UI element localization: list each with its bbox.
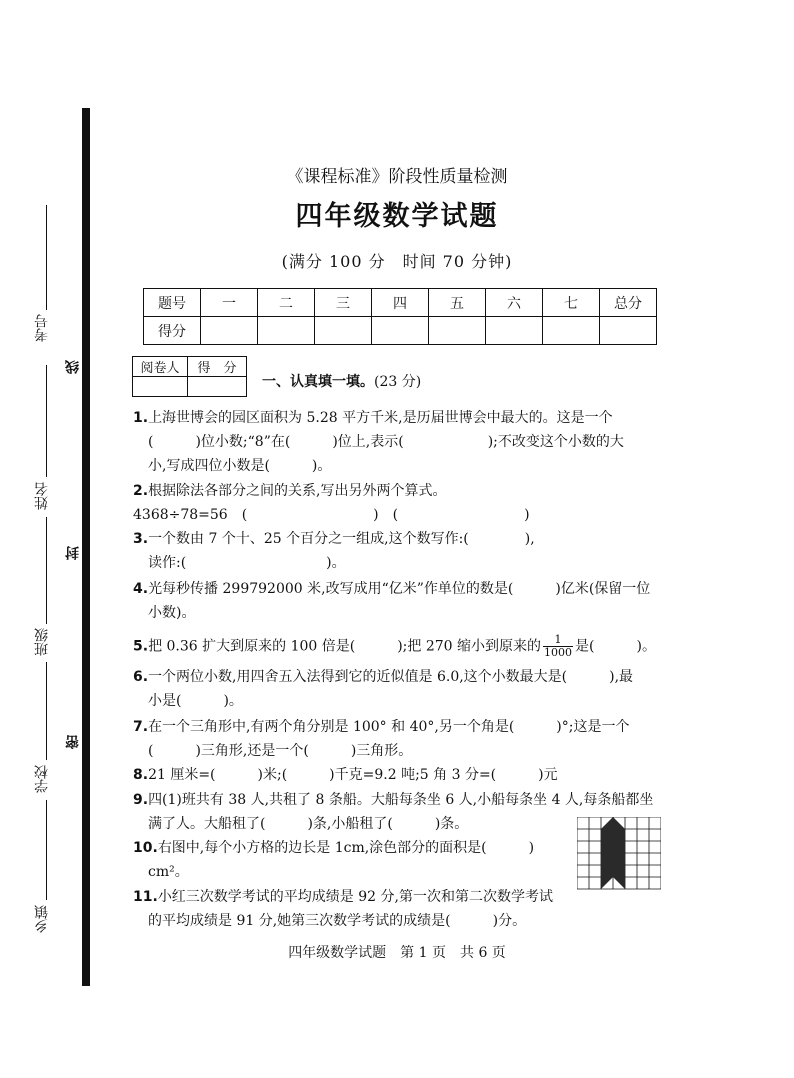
- question-text: 21 厘米=( )米;( )千克=9.2 吨;5 角 3 分=( )元: [148, 767, 558, 783]
- section-heading: [262, 371, 421, 391]
- score-table-score-row: [144, 317, 657, 345]
- question-text: 把 0.36 扩大到原来的 100 倍是( );把 270 缩小到原来的: [148, 638, 542, 655]
- class-label: 班级: [34, 628, 50, 656]
- question-text: 光每秒传播 299792000 米,改写成用“亿米”作单位的数是( )亿米(保留一位: [148, 581, 651, 597]
- question-text: 小,写成四位小数是( )。: [148, 458, 332, 474]
- score-header-cell: 六: [486, 289, 543, 317]
- score-header-cell: 总分: [600, 289, 657, 317]
- grader-label: 阅卷人: [133, 357, 188, 377]
- question-5: [133, 634, 656, 659]
- school-line: [46, 662, 47, 760]
- question-number: 8.: [133, 767, 149, 783]
- question-3: [133, 529, 535, 549]
- score-header-cell: 一: [201, 289, 258, 317]
- score-cell[interactable]: [486, 317, 543, 345]
- question-number: 9.: [133, 792, 149, 808]
- question-text: 一个数由 7 个十、25 个百分之一组成,这个数写作:( ),: [148, 531, 535, 547]
- question-7: [133, 717, 630, 737]
- name-line: [46, 365, 47, 477]
- section-title: 一、认真填一填。: [262, 374, 374, 390]
- question-text: 在一个三角形中,有两个角分别是 100° 和 40°,另一个角是( )°;这是一个: [148, 719, 630, 735]
- section-points: (23 分): [374, 374, 422, 390]
- score-cell[interactable]: [429, 317, 486, 345]
- binding-mark-seal: 封: [65, 546, 81, 560]
- question-9: [133, 790, 653, 810]
- question-number: 3.: [133, 531, 149, 547]
- question-text: 满了人。大船租了( )条,小船租了( )条。: [148, 816, 469, 832]
- question-text: 4368÷78=56 ( ) ( ): [133, 507, 530, 523]
- question-text: 小是( )。: [148, 693, 243, 709]
- question-number: 1.: [133, 410, 149, 426]
- township-label: 乡镇: [34, 905, 50, 933]
- score-header-cell: 二: [258, 289, 315, 317]
- score-cell[interactable]: [600, 317, 657, 345]
- score-cell[interactable]: [543, 317, 600, 345]
- grader-cell[interactable]: [133, 377, 188, 397]
- question-number: 11.: [133, 889, 158, 905]
- score-cell[interactable]: [201, 317, 258, 345]
- question-number: 4.: [133, 581, 149, 597]
- township-line: [46, 800, 47, 900]
- question-text: 右图中,每个小方格的边长是 1cm,涂色部分的面积是( ): [157, 840, 535, 856]
- page-footer: 四年级数学试题 第 1 页 共 6 页: [288, 945, 506, 961]
- question-10: [133, 838, 534, 858]
- question-2: [133, 481, 447, 501]
- question-number: 7.: [133, 719, 149, 735]
- score-cell[interactable]: [372, 317, 429, 345]
- question-text: 四(1)班共有 38 人,共租了 8 条船。大船每条坐 6 人,小船每条坐 4 人,每条船都坐: [148, 792, 654, 808]
- grader-table: [132, 356, 247, 397]
- question-text: 的平均成绩是 91 分,她第三次数学考试的成绩是( )分。: [148, 913, 527, 929]
- question-8: [133, 765, 558, 785]
- question-text: 小红三次数学考试的平均成绩是 92 分,第一次和第二次数学考试: [157, 889, 553, 905]
- score-table: [143, 288, 657, 345]
- score-cell[interactable]: [315, 317, 372, 345]
- score-header-cell: 题号: [144, 289, 201, 317]
- grader-score-label: 得 分: [188, 357, 247, 377]
- question-text: 是( )。: [575, 638, 656, 655]
- score-header-cell: 五: [429, 289, 486, 317]
- shaded-shape-grid-figure: [577, 817, 661, 891]
- question-4: [133, 579, 650, 599]
- question-number: 6.: [133, 669, 149, 685]
- question-text: 上海世博会的园区面积为 5.28 平方千米,是历届世博会中最大的。这是一个: [148, 410, 613, 426]
- name-label: 姓名: [34, 482, 50, 510]
- score-header-cell: 七: [543, 289, 600, 317]
- question-text: ( )位小数;“8”在( )位上,表示( );不改变这个小数的大: [148, 434, 624, 450]
- question-11: [133, 887, 553, 907]
- exam-subtitle: 《课程标准》阶段性质量检测: [286, 167, 508, 187]
- exam-meta: (满分 100 分 时间 70 分钟): [281, 252, 513, 271]
- school-label: 学校: [34, 765, 50, 793]
- score-row-label: 得分: [144, 317, 201, 345]
- question-number: 5.: [133, 638, 149, 655]
- score-header-cell: 四: [372, 289, 429, 317]
- fraction-numerator: 1: [543, 634, 573, 647]
- question-6: [133, 667, 633, 687]
- question-text: ( )三角形,还是一个( )三角形。: [148, 743, 413, 759]
- question-1: [133, 408, 613, 428]
- score-cell[interactable]: [258, 317, 315, 345]
- exam-number-label: 考号: [34, 314, 50, 342]
- question-number: 2.: [133, 483, 149, 499]
- question-text: cm²。: [148, 864, 189, 880]
- question-text: 小数)。: [148, 605, 196, 621]
- binding-mark-secret: 密: [65, 735, 81, 749]
- binding-bar: [82, 108, 90, 986]
- fraction: [543, 634, 573, 659]
- question-number: 10.: [133, 840, 158, 856]
- score-header-cell: 三: [315, 289, 372, 317]
- question-text: 一个两位小数,用四舍五入法得到它的近似值是 6.0,这个小数最大是( ),最: [148, 669, 634, 685]
- class-line: [46, 517, 47, 624]
- question-text: 根据除法各部分之间的关系,写出另外两个算式。: [148, 483, 447, 499]
- score-table-header-row: [144, 289, 657, 317]
- grader-score-cell[interactable]: [188, 377, 247, 397]
- question-text: 读作:( )。: [148, 555, 346, 571]
- fraction-denominator: 1000: [544, 646, 573, 659]
- binding-mark-line: 线: [65, 360, 81, 374]
- exam-title: 四年级数学试题: [295, 201, 499, 232]
